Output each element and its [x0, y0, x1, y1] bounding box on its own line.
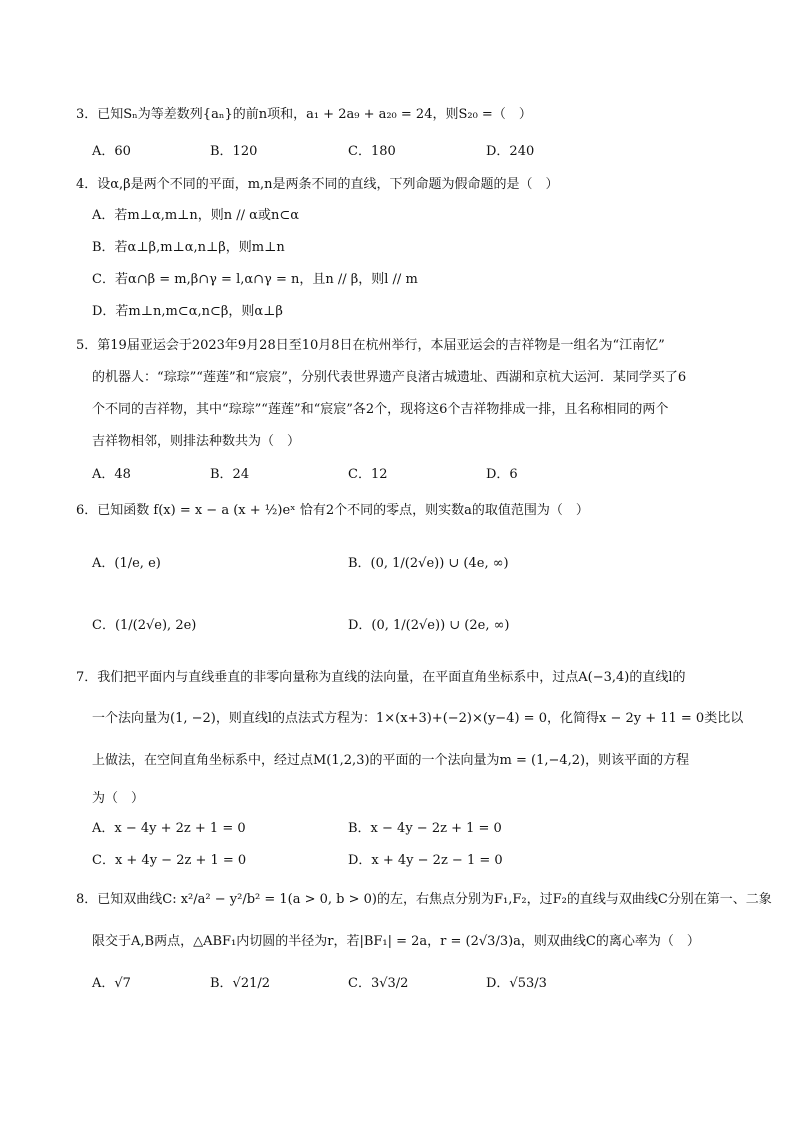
question-5-line-2: 的机器人：“琮琮”“莲莲”和“宸宸”，分别代表世界遗产良渚古城遗址、西湖和京杭大运河．某同学买了6 — [92, 370, 687, 385]
question-5-line-1: 5．第19届亚运会于2023年9月28日至10月8日在杭州举行，本届亚运会的吉祥物是一组名为“江南忆” — [76, 338, 665, 353]
question-6 — [76, 502, 589, 520]
q5-option-d: D．6 — [486, 467, 518, 482]
q3-option-c: C．180 — [348, 144, 396, 159]
q8-option-d: D．√53/3 — [486, 976, 547, 991]
question-7-line-4: 为（ ） — [92, 791, 145, 806]
q3-option-a: A．60 — [92, 144, 131, 159]
question-7-line-3: 上做法，在空间直角坐标系中，经过点M(1,2,3)的平面的一个法向量为m = (1,−4,2)，则该平面的方程 — [92, 753, 690, 768]
question-4: 4．设α,β是两个不同的平面，m,n是两条不同的直线，下列命题为假命题的是（ ） — [76, 177, 559, 192]
question-8-line-2: 限交于A,B两点，△ABF₁内切圆的半径为r，若|BF₁| = 2a，r = (2√3/3)a，则双曲线C的离心率为（ ） — [92, 934, 700, 949]
q6-option-a: A．(1/e, e) — [92, 556, 161, 571]
q4-option-c: C．若α∩β = m,β∩γ = l,α∩γ = n，且n // β，则l // m — [92, 272, 418, 287]
question-7-line-1: 7．我们把平面内与直线垂直的非零向量称为直线的法向量，在平面直角坐标系中，过点A(−3,4)的直线l的 — [76, 670, 686, 685]
q6-suffix: 恰有2个不同的零点，则实数a的取值范围为（ ） — [299, 503, 589, 518]
q5-option-b: B．24 — [210, 467, 250, 482]
q6-option-c: C．(1/(2√e), 2e) — [92, 618, 197, 633]
q7-option-d: D．x + 4y − 2z − 1 = 0 — [348, 853, 503, 868]
q6-prefix: 6．已知函数 f(x) = x − a — [76, 503, 230, 518]
q3-option-b: B．120 — [210, 144, 258, 159]
q7-option-b: B．x − 4y − 2z + 1 = 0 — [348, 821, 502, 836]
q4-option-d: D．若m⊥n,m⊂α,n⊂β，则α⊥β — [92, 304, 283, 319]
q6-paren: (x + ½)eˣ — [233, 503, 296, 518]
q7-option-a: A．x − 4y + 2z + 1 = 0 — [92, 821, 246, 836]
question-8-line-1: 8．已知双曲线C: x²/a² − y²/b² = 1(a > 0, b > 0)的左，右焦点分别为F₁,F₂，过F₂的直线与双曲线C分别在第一、二象 — [76, 892, 772, 907]
q4-option-a: A．若m⊥α,m⊥n，则n // α或n⊂α — [92, 208, 299, 223]
q8-option-a: A．√7 — [92, 976, 131, 991]
q3-option-d: D．240 — [486, 144, 535, 159]
question-5-line-4: 吉祥物相邻，则排法种数共为（ ） — [92, 434, 301, 449]
question-7-line-2: 一个法向量为(1, −2)，则直线l的点法式方程为：1×(x+3)+(−2)×(y−4) = 0，化简得x − 2y + 11 = 0类比以 — [92, 711, 744, 726]
question-3: 3．已知Sₙ为等差数列{aₙ}的前n项和，a₁ + 2a₉ + a₂₀ = 24，则S₂₀ =（ ） — [76, 107, 532, 122]
q5-option-a: A．48 — [92, 467, 131, 482]
q4-option-b: B．若α⊥β,m⊥α,n⊥β，则m⊥n — [92, 240, 285, 255]
q6-option-b: B．(0, 1/(2√e)) ∪ (4e, ∞) — [348, 556, 509, 571]
q8-option-c: C．3√3/2 — [348, 976, 409, 991]
q7-option-c: C．x + 4y − 2z + 1 = 0 — [92, 853, 247, 868]
q6-option-d: D．(0, 1/(2√e)) ∪ (2e, ∞) — [348, 618, 510, 633]
question-5-line-3: 个不同的吉祥物，其中“琮琮”“莲莲”和“宸宸”各2个，现将这6个吉祥物排成一排，且名称相同的两个 — [92, 402, 669, 417]
q8-option-b: B．√21/2 — [210, 976, 271, 991]
q5-option-c: C．12 — [348, 467, 388, 482]
